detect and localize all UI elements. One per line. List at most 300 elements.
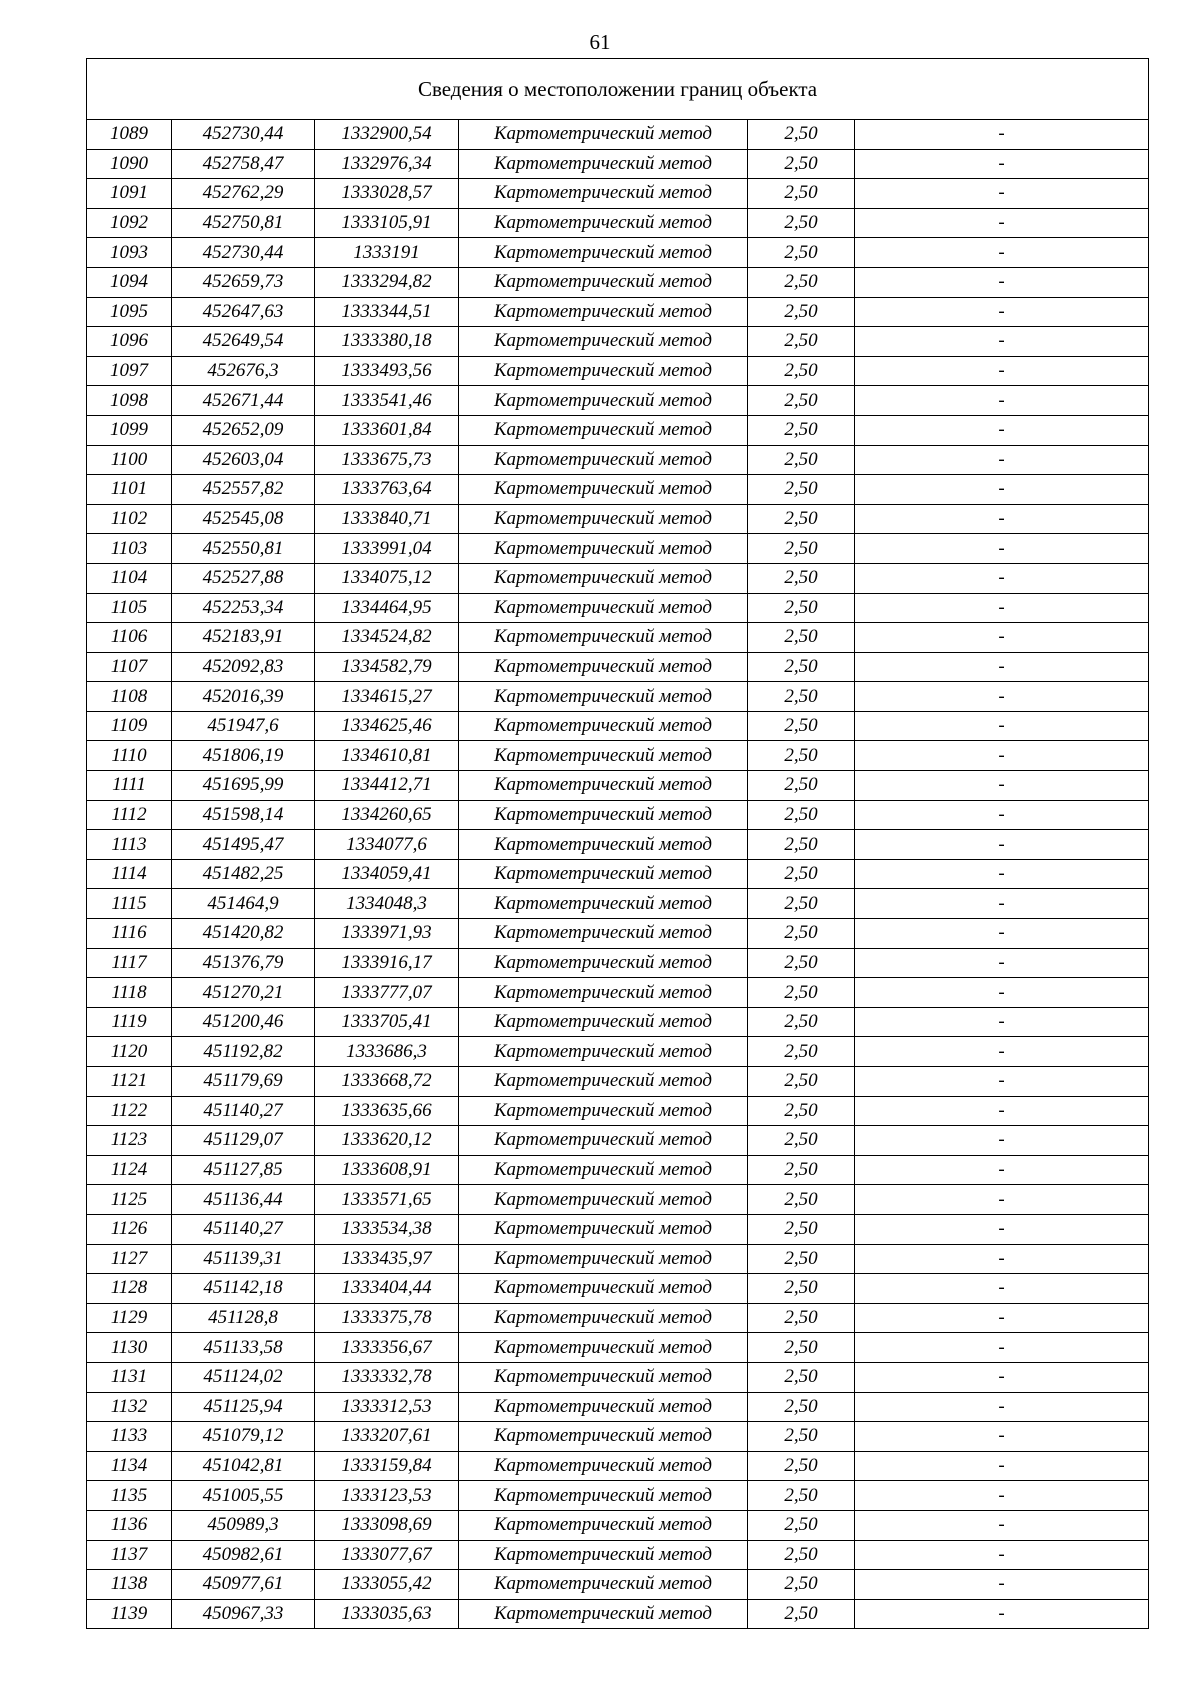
title-row — [87, 59, 1149, 120]
point-number-cell: 1106 — [87, 623, 172, 653]
point-number-cell: 1113 — [87, 830, 172, 860]
method-cell: Картометрический метод — [459, 415, 748, 445]
description-cell: - — [855, 1451, 1149, 1481]
method-cell: Картометрический метод — [459, 1096, 748, 1126]
method-cell: Картометрический метод — [459, 1451, 748, 1481]
accuracy-cell: 2,50 — [748, 1510, 855, 1540]
accuracy-cell: 2,50 — [748, 800, 855, 830]
accuracy-cell: 2,50 — [748, 208, 855, 238]
x-coordinate-cell: 451042,81 — [172, 1451, 315, 1481]
point-number-cell: 1127 — [87, 1244, 172, 1274]
accuracy-cell: 2,50 — [748, 120, 855, 150]
accuracy-cell: 2,50 — [748, 1037, 855, 1067]
description-cell: - — [855, 1303, 1149, 1333]
accuracy-cell: 2,50 — [748, 919, 855, 949]
table-row — [87, 386, 1149, 416]
table-row — [87, 1007, 1149, 1037]
description-cell: - — [855, 415, 1149, 445]
description-cell: - — [855, 120, 1149, 150]
accuracy-cell: 2,50 — [748, 1007, 855, 1037]
x-coordinate-cell: 451376,79 — [172, 948, 315, 978]
description-cell: - — [855, 859, 1149, 889]
accuracy-cell: 2,50 — [748, 327, 855, 357]
method-cell: Картометрический метод — [459, 1303, 748, 1333]
table-body — [87, 59, 1149, 1629]
accuracy-cell: 2,50 — [748, 1096, 855, 1126]
method-cell: Картометрический метод — [459, 711, 748, 741]
accuracy-cell: 2,50 — [748, 504, 855, 534]
table-row — [87, 267, 1149, 297]
x-coordinate-cell: 450967,33 — [172, 1599, 315, 1629]
y-coordinate-cell: 1333077,67 — [315, 1540, 459, 1570]
description-cell: - — [855, 1037, 1149, 1067]
table-row — [87, 445, 1149, 475]
description-cell: - — [855, 327, 1149, 357]
x-coordinate-cell: 451136,44 — [172, 1185, 315, 1215]
y-coordinate-cell: 1334610,81 — [315, 741, 459, 771]
table-row — [87, 741, 1149, 771]
description-cell: - — [855, 711, 1149, 741]
method-cell: Картометрический метод — [459, 504, 748, 534]
point-number-cell: 1100 — [87, 445, 172, 475]
description-cell: - — [855, 1481, 1149, 1511]
x-coordinate-cell: 452676,3 — [172, 356, 315, 386]
point-number-cell: 1107 — [87, 652, 172, 682]
accuracy-cell: 2,50 — [748, 563, 855, 593]
method-cell: Картометрический метод — [459, 238, 748, 268]
accuracy-cell: 2,50 — [748, 1303, 855, 1333]
x-coordinate-cell: 452183,91 — [172, 623, 315, 653]
x-coordinate-cell: 451695,99 — [172, 771, 315, 801]
y-coordinate-cell: 1333991,04 — [315, 534, 459, 564]
table-row — [87, 1303, 1149, 1333]
method-cell: Картометрический метод — [459, 978, 748, 1008]
method-cell: Картометрический метод — [459, 652, 748, 682]
method-cell: Картометрический метод — [459, 682, 748, 712]
y-coordinate-cell: 1333123,53 — [315, 1481, 459, 1511]
page-number: 61 — [589, 30, 611, 54]
point-number-cell: 1132 — [87, 1392, 172, 1422]
description-cell: - — [855, 771, 1149, 801]
x-coordinate-cell: 452016,39 — [172, 682, 315, 712]
method-cell: Картометрический метод — [459, 445, 748, 475]
method-cell: Картометрический метод — [459, 120, 748, 150]
point-number-cell: 1098 — [87, 386, 172, 416]
accuracy-cell: 2,50 — [748, 1067, 855, 1097]
method-cell: Картометрический метод — [459, 1599, 748, 1629]
method-cell: Картометрический метод — [459, 859, 748, 889]
point-number-cell: 1139 — [87, 1599, 172, 1629]
y-coordinate-cell: 1333620,12 — [315, 1126, 459, 1156]
method-cell: Картометрический метод — [459, 1540, 748, 1570]
point-number-cell: 1101 — [87, 475, 172, 505]
table-row — [87, 1126, 1149, 1156]
y-coordinate-cell: 1334615,27 — [315, 682, 459, 712]
x-coordinate-cell: 451140,27 — [172, 1214, 315, 1244]
x-coordinate-cell: 450982,61 — [172, 1540, 315, 1570]
point-number-cell: 1104 — [87, 563, 172, 593]
method-cell: Картометрический метод — [459, 1422, 748, 1452]
accuracy-cell: 2,50 — [748, 1274, 855, 1304]
point-number-cell: 1121 — [87, 1067, 172, 1097]
x-coordinate-cell: 451270,21 — [172, 978, 315, 1008]
table-row — [87, 1214, 1149, 1244]
table-row — [87, 859, 1149, 889]
table-row — [87, 593, 1149, 623]
y-coordinate-cell: 1333098,69 — [315, 1510, 459, 1540]
description-cell: - — [855, 948, 1149, 978]
table-row — [87, 327, 1149, 357]
x-coordinate-cell: 450977,61 — [172, 1570, 315, 1600]
point-number-cell: 1103 — [87, 534, 172, 564]
table-row — [87, 1274, 1149, 1304]
description-cell: - — [855, 238, 1149, 268]
table-row — [87, 475, 1149, 505]
description-cell: - — [855, 386, 1149, 416]
point-number-cell: 1102 — [87, 504, 172, 534]
table-row — [87, 771, 1149, 801]
table-row — [87, 1155, 1149, 1185]
y-coordinate-cell: 1333686,3 — [315, 1037, 459, 1067]
point-number-cell: 1112 — [87, 800, 172, 830]
table-title: Сведения о местоположении границ объекта — [87, 59, 1149, 120]
method-cell: Картометрический метод — [459, 297, 748, 327]
method-cell: Картометрический метод — [459, 1570, 748, 1600]
table-row — [87, 1037, 1149, 1067]
table-row — [87, 208, 1149, 238]
y-coordinate-cell: 1333207,61 — [315, 1422, 459, 1452]
accuracy-cell: 2,50 — [748, 593, 855, 623]
y-coordinate-cell: 1333055,42 — [315, 1570, 459, 1600]
x-coordinate-cell: 452659,73 — [172, 267, 315, 297]
description-cell: - — [855, 1540, 1149, 1570]
method-cell: Картометрический метод — [459, 208, 748, 238]
description-cell: - — [855, 445, 1149, 475]
accuracy-cell: 2,50 — [748, 741, 855, 771]
accuracy-cell: 2,50 — [748, 711, 855, 741]
point-number-cell: 1110 — [87, 741, 172, 771]
table-row — [87, 179, 1149, 209]
y-coordinate-cell: 1333601,84 — [315, 415, 459, 445]
point-number-cell: 1134 — [87, 1451, 172, 1481]
y-coordinate-cell: 1333534,38 — [315, 1214, 459, 1244]
accuracy-cell: 2,50 — [748, 948, 855, 978]
y-coordinate-cell: 1333435,97 — [315, 1244, 459, 1274]
table-row — [87, 623, 1149, 653]
x-coordinate-cell: 452730,44 — [172, 120, 315, 150]
point-number-cell: 1114 — [87, 859, 172, 889]
table-row — [87, 120, 1149, 150]
method-cell: Картометрический метод — [459, 1274, 748, 1304]
method-cell: Картометрический метод — [459, 179, 748, 209]
point-number-cell: 1095 — [87, 297, 172, 327]
description-cell: - — [855, 830, 1149, 860]
point-number-cell: 1105 — [87, 593, 172, 623]
y-coordinate-cell: 1333294,82 — [315, 267, 459, 297]
x-coordinate-cell: 451806,19 — [172, 741, 315, 771]
method-cell: Картометрический метод — [459, 1067, 748, 1097]
table-row — [87, 682, 1149, 712]
y-coordinate-cell: 1333840,71 — [315, 504, 459, 534]
y-coordinate-cell: 1334524,82 — [315, 623, 459, 653]
accuracy-cell: 2,50 — [748, 1392, 855, 1422]
y-coordinate-cell: 1333777,07 — [315, 978, 459, 1008]
accuracy-cell: 2,50 — [748, 1362, 855, 1392]
point-number-cell: 1109 — [87, 711, 172, 741]
method-cell: Картометрический метод — [459, 830, 748, 860]
point-number-cell: 1108 — [87, 682, 172, 712]
x-coordinate-cell: 452762,29 — [172, 179, 315, 209]
point-number-cell: 1138 — [87, 1570, 172, 1600]
description-cell: - — [855, 652, 1149, 682]
method-cell: Картометрический метод — [459, 771, 748, 801]
method-cell: Картометрический метод — [459, 1155, 748, 1185]
x-coordinate-cell: 452557,82 — [172, 475, 315, 505]
y-coordinate-cell: 1333404,44 — [315, 1274, 459, 1304]
description-cell: - — [855, 1155, 1149, 1185]
table-row — [87, 889, 1149, 919]
point-number-cell: 1137 — [87, 1540, 172, 1570]
table-row — [87, 978, 1149, 1008]
method-cell: Картометрический метод — [459, 149, 748, 179]
x-coordinate-cell: 452730,44 — [172, 238, 315, 268]
boundary-table — [86, 58, 1149, 1629]
table-row — [87, 1362, 1149, 1392]
accuracy-cell: 2,50 — [748, 1481, 855, 1511]
accuracy-cell: 2,50 — [748, 179, 855, 209]
y-coordinate-cell: 1334464,95 — [315, 593, 459, 623]
method-cell: Картометрический метод — [459, 1510, 748, 1540]
y-coordinate-cell: 1333028,57 — [315, 179, 459, 209]
method-cell: Картометрический метод — [459, 1007, 748, 1037]
description-cell: - — [855, 1244, 1149, 1274]
point-number-cell: 1092 — [87, 208, 172, 238]
x-coordinate-cell: 450989,3 — [172, 1510, 315, 1540]
x-coordinate-cell: 451598,14 — [172, 800, 315, 830]
method-cell: Картометрический метод — [459, 1126, 748, 1156]
accuracy-cell: 2,50 — [748, 1244, 855, 1274]
y-coordinate-cell: 1333971,93 — [315, 919, 459, 949]
point-number-cell: 1091 — [87, 179, 172, 209]
description-cell: - — [855, 267, 1149, 297]
x-coordinate-cell: 452671,44 — [172, 386, 315, 416]
description-cell: - — [855, 356, 1149, 386]
accuracy-cell: 2,50 — [748, 1570, 855, 1600]
point-number-cell: 1111 — [87, 771, 172, 801]
description-cell: - — [855, 1067, 1149, 1097]
description-cell: - — [855, 149, 1149, 179]
y-coordinate-cell: 1333675,73 — [315, 445, 459, 475]
accuracy-cell: 2,50 — [748, 1422, 855, 1452]
method-cell: Картометрический метод — [459, 1362, 748, 1392]
description-cell: - — [855, 919, 1149, 949]
table-row — [87, 297, 1149, 327]
table-row — [87, 800, 1149, 830]
accuracy-cell: 2,50 — [748, 445, 855, 475]
description-cell: - — [855, 1392, 1149, 1422]
x-coordinate-cell: 452545,08 — [172, 504, 315, 534]
method-cell: Картометрический метод — [459, 1214, 748, 1244]
method-cell: Картометрический метод — [459, 741, 748, 771]
y-coordinate-cell: 1333571,65 — [315, 1185, 459, 1215]
accuracy-cell: 2,50 — [748, 1126, 855, 1156]
point-number-cell: 1099 — [87, 415, 172, 445]
point-number-cell: 1096 — [87, 327, 172, 357]
x-coordinate-cell: 451464,9 — [172, 889, 315, 919]
y-coordinate-cell: 1333035,63 — [315, 1599, 459, 1629]
table-row — [87, 1599, 1149, 1629]
table-row — [87, 1540, 1149, 1570]
accuracy-cell: 2,50 — [748, 149, 855, 179]
table-row — [87, 919, 1149, 949]
description-cell: - — [855, 1214, 1149, 1244]
point-number-cell: 1123 — [87, 1126, 172, 1156]
method-cell: Картометрический метод — [459, 563, 748, 593]
method-cell: Картометрический метод — [459, 386, 748, 416]
method-cell: Картометрический метод — [459, 534, 748, 564]
description-cell: - — [855, 1422, 1149, 1452]
x-coordinate-cell: 451192,82 — [172, 1037, 315, 1067]
table-row — [87, 711, 1149, 741]
method-cell: Картометрический метод — [459, 1333, 748, 1363]
y-coordinate-cell: 1332900,54 — [315, 120, 459, 150]
y-coordinate-cell: 1333763,64 — [315, 475, 459, 505]
point-number-cell: 1089 — [87, 120, 172, 150]
y-coordinate-cell: 1333380,18 — [315, 327, 459, 357]
description-cell: - — [855, 800, 1149, 830]
table-row — [87, 1570, 1149, 1600]
point-number-cell: 1124 — [87, 1155, 172, 1185]
description-cell: - — [855, 1274, 1149, 1304]
method-cell: Картометрический метод — [459, 1392, 748, 1422]
y-coordinate-cell: 1333668,72 — [315, 1067, 459, 1097]
y-coordinate-cell: 1332976,34 — [315, 149, 459, 179]
accuracy-cell: 2,50 — [748, 415, 855, 445]
y-coordinate-cell: 1333344,51 — [315, 297, 459, 327]
method-cell: Картометрический метод — [459, 800, 748, 830]
accuracy-cell: 2,50 — [748, 1333, 855, 1363]
x-coordinate-cell: 451947,6 — [172, 711, 315, 741]
description-cell: - — [855, 1096, 1149, 1126]
y-coordinate-cell: 1334582,79 — [315, 652, 459, 682]
table-row — [87, 1244, 1149, 1274]
description-cell: - — [855, 889, 1149, 919]
x-coordinate-cell: 451133,58 — [172, 1333, 315, 1363]
y-coordinate-cell: 1334260,65 — [315, 800, 459, 830]
description-cell: - — [855, 1362, 1149, 1392]
x-coordinate-cell: 451482,25 — [172, 859, 315, 889]
description-cell: - — [855, 682, 1149, 712]
accuracy-cell: 2,50 — [748, 682, 855, 712]
table-row — [87, 563, 1149, 593]
point-number-cell: 1093 — [87, 238, 172, 268]
point-number-cell: 1135 — [87, 1481, 172, 1511]
point-number-cell: 1126 — [87, 1214, 172, 1244]
x-coordinate-cell: 451125,94 — [172, 1392, 315, 1422]
point-number-cell: 1097 — [87, 356, 172, 386]
table-row — [87, 149, 1149, 179]
table-row — [87, 534, 1149, 564]
y-coordinate-cell: 1334048,3 — [315, 889, 459, 919]
point-number-cell: 1115 — [87, 889, 172, 919]
description-cell: - — [855, 297, 1149, 327]
y-coordinate-cell: 1333312,53 — [315, 1392, 459, 1422]
description-cell: - — [855, 623, 1149, 653]
y-coordinate-cell: 1334075,12 — [315, 563, 459, 593]
method-cell: Картометрический метод — [459, 623, 748, 653]
accuracy-cell: 2,50 — [748, 534, 855, 564]
point-number-cell: 1128 — [87, 1274, 172, 1304]
point-number-cell: 1122 — [87, 1096, 172, 1126]
accuracy-cell: 2,50 — [748, 1155, 855, 1185]
y-coordinate-cell: 1333635,66 — [315, 1096, 459, 1126]
x-coordinate-cell: 452253,34 — [172, 593, 315, 623]
accuracy-cell: 2,50 — [748, 356, 855, 386]
y-coordinate-cell: 1333375,78 — [315, 1303, 459, 1333]
x-coordinate-cell: 451005,55 — [172, 1481, 315, 1511]
point-number-cell: 1094 — [87, 267, 172, 297]
accuracy-cell: 2,50 — [748, 386, 855, 416]
y-coordinate-cell: 1334077,6 — [315, 830, 459, 860]
description-cell: - — [855, 1126, 1149, 1156]
y-coordinate-cell: 1334625,46 — [315, 711, 459, 741]
y-coordinate-cell: 1334059,41 — [315, 859, 459, 889]
method-cell: Картометрический метод — [459, 1185, 748, 1215]
method-cell: Картометрический метод — [459, 1244, 748, 1274]
accuracy-cell: 2,50 — [748, 1540, 855, 1570]
x-coordinate-cell: 451128,8 — [172, 1303, 315, 1333]
accuracy-cell: 2,50 — [748, 889, 855, 919]
y-coordinate-cell: 1333916,17 — [315, 948, 459, 978]
point-number-cell: 1131 — [87, 1362, 172, 1392]
y-coordinate-cell: 1333356,67 — [315, 1333, 459, 1363]
method-cell: Картометрический метод — [459, 919, 748, 949]
description-cell: - — [855, 593, 1149, 623]
accuracy-cell: 2,50 — [748, 1599, 855, 1629]
description-cell: - — [855, 475, 1149, 505]
description-cell: - — [855, 1570, 1149, 1600]
method-cell: Картометрический метод — [459, 1481, 748, 1511]
x-coordinate-cell: 452758,47 — [172, 149, 315, 179]
y-coordinate-cell: 1333332,78 — [315, 1362, 459, 1392]
method-cell: Картометрический метод — [459, 1037, 748, 1067]
description-cell: - — [855, 1333, 1149, 1363]
description-cell: - — [855, 741, 1149, 771]
point-number-cell: 1116 — [87, 919, 172, 949]
description-cell: - — [855, 208, 1149, 238]
y-coordinate-cell: 1334412,71 — [315, 771, 459, 801]
table-row — [87, 1333, 1149, 1363]
description-cell: - — [855, 504, 1149, 534]
method-cell: Картометрический метод — [459, 593, 748, 623]
point-number-cell: 1090 — [87, 149, 172, 179]
point-number-cell: 1118 — [87, 978, 172, 1008]
y-coordinate-cell: 1333159,84 — [315, 1451, 459, 1481]
x-coordinate-cell: 451179,69 — [172, 1067, 315, 1097]
method-cell: Картометрический метод — [459, 327, 748, 357]
table-row — [87, 1096, 1149, 1126]
table-row — [87, 652, 1149, 682]
accuracy-cell: 2,50 — [748, 978, 855, 1008]
y-coordinate-cell: 1333191 — [315, 238, 459, 268]
accuracy-cell: 2,50 — [748, 1214, 855, 1244]
accuracy-cell: 2,50 — [748, 238, 855, 268]
x-coordinate-cell: 451124,02 — [172, 1362, 315, 1392]
point-number-cell: 1136 — [87, 1510, 172, 1540]
x-coordinate-cell: 452550,81 — [172, 534, 315, 564]
accuracy-cell: 2,50 — [748, 830, 855, 860]
accuracy-cell: 2,50 — [748, 267, 855, 297]
